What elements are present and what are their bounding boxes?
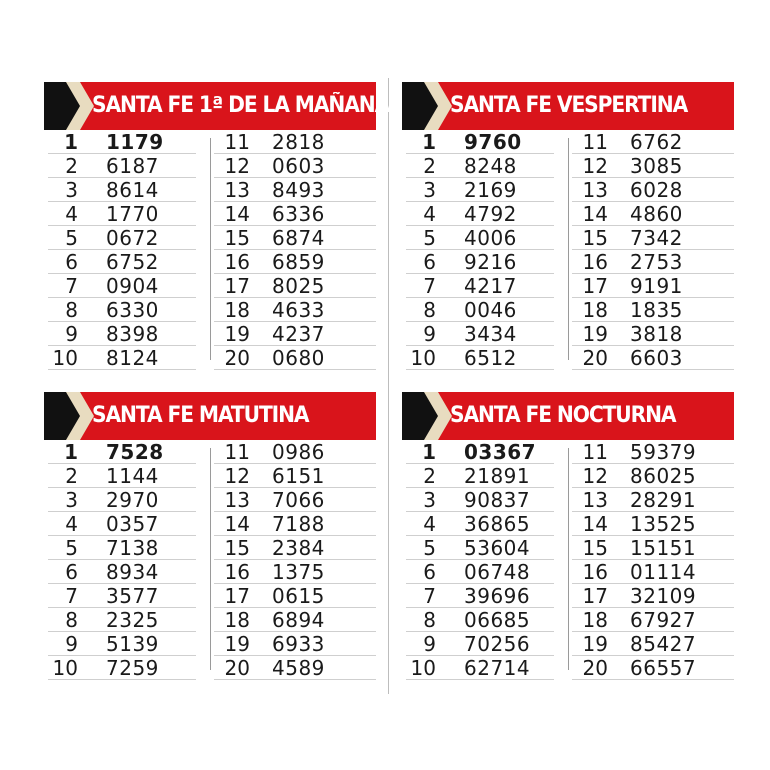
position-number: 11 bbox=[224, 130, 250, 154]
result-row bbox=[572, 536, 734, 560]
winning-number: 4589 bbox=[272, 656, 325, 680]
position-number: 5 bbox=[65, 536, 78, 560]
results-table bbox=[44, 130, 376, 370]
winning-number: 66557 bbox=[630, 656, 697, 680]
result-row bbox=[406, 464, 554, 488]
position-number: 2 bbox=[423, 154, 436, 178]
position-number: 10 bbox=[410, 656, 436, 680]
result-row bbox=[48, 440, 196, 464]
position-number: 3 bbox=[65, 178, 78, 202]
winning-number: 2818 bbox=[272, 130, 325, 154]
results-column-right bbox=[572, 130, 734, 370]
position-number: 20 bbox=[224, 656, 250, 680]
position-number: 18 bbox=[224, 298, 250, 322]
position-number: 17 bbox=[224, 584, 250, 608]
result-row bbox=[406, 154, 554, 178]
winning-number: 6330 bbox=[106, 298, 159, 322]
position-number: 17 bbox=[582, 274, 608, 298]
winning-number: 06685 bbox=[464, 608, 531, 632]
result-row bbox=[48, 250, 196, 274]
position-number: 17 bbox=[224, 274, 250, 298]
result-row bbox=[214, 656, 376, 680]
position-number: 12 bbox=[582, 464, 608, 488]
position-number: 4 bbox=[423, 202, 436, 226]
winning-number: 53604 bbox=[464, 536, 531, 560]
position-number: 20 bbox=[582, 656, 608, 680]
winning-number: 85427 bbox=[630, 632, 697, 656]
result-row bbox=[572, 322, 734, 346]
position-number: 5 bbox=[65, 226, 78, 250]
winning-number: 2325 bbox=[106, 608, 159, 632]
winning-number: 28291 bbox=[630, 488, 697, 512]
winning-number: 7259 bbox=[106, 656, 159, 680]
result-row bbox=[48, 656, 196, 680]
position-number: 8 bbox=[423, 608, 436, 632]
position-number: 19 bbox=[582, 632, 608, 656]
winning-number: 67927 bbox=[630, 608, 697, 632]
result-row bbox=[406, 346, 554, 370]
result-row bbox=[572, 608, 734, 632]
result-row bbox=[48, 512, 196, 536]
position-number: 7 bbox=[65, 584, 78, 608]
winning-number: 70256 bbox=[464, 632, 531, 656]
winning-number: 2753 bbox=[630, 250, 683, 274]
winning-number: 8025 bbox=[272, 274, 325, 298]
winning-number: 1375 bbox=[272, 560, 325, 584]
position-number: 6 bbox=[423, 560, 436, 584]
result-row bbox=[48, 464, 196, 488]
result-row bbox=[48, 274, 196, 298]
column-separator bbox=[568, 138, 569, 360]
result-row bbox=[406, 130, 554, 154]
winning-number: 4237 bbox=[272, 322, 325, 346]
winning-number: 3818 bbox=[630, 322, 683, 346]
winning-number: 06748 bbox=[464, 560, 531, 584]
result-row bbox=[214, 130, 376, 154]
position-number: 16 bbox=[224, 250, 250, 274]
center-divider bbox=[388, 78, 389, 694]
position-number: 2 bbox=[65, 154, 78, 178]
result-row bbox=[572, 440, 734, 464]
position-number: 19 bbox=[582, 322, 608, 346]
winning-number: 4217 bbox=[464, 274, 517, 298]
position-number: 6 bbox=[65, 560, 78, 584]
panel-title: SANTA FE VESPERTINA bbox=[450, 93, 688, 118]
position-number: 7 bbox=[65, 274, 78, 298]
result-row bbox=[406, 440, 554, 464]
panel-title: SANTA FE MATUTINA bbox=[92, 403, 309, 428]
position-number: 16 bbox=[582, 560, 608, 584]
winning-number: 8493 bbox=[272, 178, 325, 202]
position-number: 4 bbox=[423, 512, 436, 536]
position-number: 15 bbox=[582, 536, 608, 560]
result-row bbox=[48, 226, 196, 250]
winning-number: 0680 bbox=[272, 346, 325, 370]
winning-number: 6603 bbox=[630, 346, 683, 370]
results-column-left bbox=[48, 440, 196, 680]
position-number: 18 bbox=[582, 298, 608, 322]
position-number: 13 bbox=[582, 488, 608, 512]
winning-number: 36865 bbox=[464, 512, 531, 536]
winning-number: 6859 bbox=[272, 250, 325, 274]
result-row bbox=[406, 656, 554, 680]
position-number: 6 bbox=[423, 250, 436, 274]
winning-number: 5139 bbox=[106, 632, 159, 656]
winning-number: 4860 bbox=[630, 202, 683, 226]
result-row bbox=[572, 226, 734, 250]
position-number: 12 bbox=[224, 464, 250, 488]
winning-number: 6752 bbox=[106, 250, 159, 274]
position-number: 6 bbox=[65, 250, 78, 274]
panel-title: SANTA FE 1ª DE LA MAÑANA bbox=[92, 93, 390, 118]
position-number: 15 bbox=[582, 226, 608, 250]
position-number: 9 bbox=[423, 632, 436, 656]
result-row bbox=[572, 584, 734, 608]
winning-number: 3577 bbox=[106, 584, 159, 608]
result-row bbox=[48, 632, 196, 656]
result-row bbox=[214, 178, 376, 202]
panel-santa-fe-nocturna bbox=[402, 392, 734, 680]
winning-number: 59379 bbox=[630, 440, 697, 464]
result-row bbox=[214, 536, 376, 560]
winning-number: 0672 bbox=[106, 226, 159, 250]
result-row bbox=[406, 488, 554, 512]
position-number: 4 bbox=[65, 202, 78, 226]
position-number: 2 bbox=[423, 464, 436, 488]
result-row bbox=[406, 608, 554, 632]
result-row bbox=[214, 154, 376, 178]
position-number: 10 bbox=[52, 346, 78, 370]
winning-number: 1835 bbox=[630, 298, 683, 322]
result-row bbox=[48, 178, 196, 202]
winning-number: 7342 bbox=[630, 226, 683, 250]
position-number: 18 bbox=[224, 608, 250, 632]
winning-number: 9191 bbox=[630, 274, 683, 298]
result-row bbox=[406, 632, 554, 656]
result-row bbox=[48, 346, 196, 370]
result-row bbox=[406, 298, 554, 322]
position-number: 3 bbox=[65, 488, 78, 512]
winning-number: 2970 bbox=[106, 488, 159, 512]
position-number: 8 bbox=[65, 608, 78, 632]
winning-number: 7528 bbox=[106, 440, 164, 464]
winning-number: 6028 bbox=[630, 178, 683, 202]
position-number: 13 bbox=[582, 178, 608, 202]
result-row bbox=[214, 608, 376, 632]
results-column-left bbox=[406, 130, 554, 370]
result-row bbox=[214, 512, 376, 536]
position-number: 10 bbox=[52, 656, 78, 680]
winning-number: 90837 bbox=[464, 488, 531, 512]
winning-number: 2169 bbox=[464, 178, 517, 202]
result-row bbox=[214, 488, 376, 512]
position-number: 14 bbox=[224, 512, 250, 536]
result-row bbox=[214, 560, 376, 584]
winning-number: 15151 bbox=[630, 536, 697, 560]
winning-number: 03367 bbox=[464, 440, 537, 464]
position-number: 12 bbox=[582, 154, 608, 178]
position-number: 1 bbox=[422, 440, 436, 464]
winning-number: 8124 bbox=[106, 346, 159, 370]
result-row bbox=[406, 178, 554, 202]
result-row bbox=[48, 298, 196, 322]
result-row bbox=[406, 512, 554, 536]
position-number: 7 bbox=[423, 584, 436, 608]
column-separator bbox=[210, 138, 211, 360]
result-row bbox=[572, 512, 734, 536]
position-number: 13 bbox=[224, 178, 250, 202]
winning-number: 4006 bbox=[464, 226, 517, 250]
position-number: 3 bbox=[423, 178, 436, 202]
position-number: 15 bbox=[224, 536, 250, 560]
result-row bbox=[48, 584, 196, 608]
column-separator bbox=[568, 448, 569, 670]
winning-number: 39696 bbox=[464, 584, 531, 608]
winning-number: 1144 bbox=[106, 464, 159, 488]
winning-number: 3434 bbox=[464, 322, 517, 346]
result-row bbox=[214, 226, 376, 250]
result-row bbox=[572, 656, 734, 680]
winning-number: 8398 bbox=[106, 322, 159, 346]
result-row bbox=[572, 632, 734, 656]
position-number: 1 bbox=[64, 130, 78, 154]
position-number: 14 bbox=[224, 202, 250, 226]
result-row bbox=[572, 202, 734, 226]
position-number: 5 bbox=[423, 536, 436, 560]
winning-number: 0603 bbox=[272, 154, 325, 178]
position-number: 8 bbox=[423, 298, 436, 322]
winning-number: 86025 bbox=[630, 464, 697, 488]
winning-number: 32109 bbox=[630, 584, 697, 608]
winning-number: 6336 bbox=[272, 202, 325, 226]
position-number: 9 bbox=[65, 632, 78, 656]
position-number: 16 bbox=[582, 250, 608, 274]
result-row bbox=[406, 584, 554, 608]
winning-number: 6933 bbox=[272, 632, 325, 656]
position-number: 18 bbox=[582, 608, 608, 632]
result-row bbox=[572, 178, 734, 202]
position-number: 16 bbox=[224, 560, 250, 584]
panel-header bbox=[402, 82, 734, 130]
position-number: 9 bbox=[423, 322, 436, 346]
winning-number: 8248 bbox=[464, 154, 517, 178]
position-number: 20 bbox=[582, 346, 608, 370]
results-table bbox=[44, 440, 376, 680]
result-row bbox=[572, 274, 734, 298]
position-number: 20 bbox=[224, 346, 250, 370]
position-number: 2 bbox=[65, 464, 78, 488]
results-column-right bbox=[214, 130, 376, 370]
position-number: 11 bbox=[224, 440, 250, 464]
result-row bbox=[406, 202, 554, 226]
winning-number: 6151 bbox=[272, 464, 325, 488]
winning-number: 7066 bbox=[272, 488, 325, 512]
winning-number: 9216 bbox=[464, 250, 517, 274]
position-number: 11 bbox=[582, 130, 608, 154]
position-number: 7 bbox=[423, 274, 436, 298]
position-number: 19 bbox=[224, 632, 250, 656]
position-number: 14 bbox=[582, 202, 608, 226]
winning-number: 4792 bbox=[464, 202, 517, 226]
result-row bbox=[48, 202, 196, 226]
result-row bbox=[572, 298, 734, 322]
column-separator bbox=[210, 448, 211, 670]
panel-santa-fe-vespertina bbox=[402, 82, 734, 370]
result-row bbox=[406, 274, 554, 298]
position-number: 8 bbox=[65, 298, 78, 322]
results-table bbox=[402, 440, 734, 680]
position-number: 14 bbox=[582, 512, 608, 536]
result-row bbox=[48, 488, 196, 512]
result-row bbox=[406, 250, 554, 274]
winning-number: 0046 bbox=[464, 298, 517, 322]
results-table bbox=[402, 130, 734, 370]
result-row bbox=[214, 346, 376, 370]
winning-number: 6874 bbox=[272, 226, 325, 250]
result-row bbox=[214, 464, 376, 488]
winning-number: 9760 bbox=[464, 130, 522, 154]
result-row bbox=[572, 346, 734, 370]
result-row bbox=[214, 440, 376, 464]
position-number: 4 bbox=[65, 512, 78, 536]
result-row bbox=[406, 322, 554, 346]
winning-number: 6187 bbox=[106, 154, 159, 178]
panel-santa-fe-primera-manana bbox=[44, 82, 390, 370]
winning-number: 6512 bbox=[464, 346, 517, 370]
winning-number: 3085 bbox=[630, 154, 683, 178]
result-row bbox=[48, 608, 196, 632]
result-row bbox=[214, 250, 376, 274]
results-column-left bbox=[406, 440, 554, 680]
winning-number: 0904 bbox=[106, 274, 159, 298]
result-row bbox=[48, 322, 196, 346]
winning-number: 7188 bbox=[272, 512, 325, 536]
panel-santa-fe-matutina bbox=[44, 392, 376, 680]
panel-header bbox=[402, 392, 734, 440]
position-number: 15 bbox=[224, 226, 250, 250]
position-number: 1 bbox=[422, 130, 436, 154]
winning-number: 0986 bbox=[272, 440, 325, 464]
winning-number: 2384 bbox=[272, 536, 325, 560]
result-row bbox=[572, 464, 734, 488]
position-number: 5 bbox=[423, 226, 436, 250]
position-number: 1 bbox=[64, 440, 78, 464]
result-row bbox=[572, 488, 734, 512]
winning-number: 6894 bbox=[272, 608, 325, 632]
result-row bbox=[572, 154, 734, 178]
winning-number: 7138 bbox=[106, 536, 159, 560]
panel-header bbox=[44, 82, 390, 130]
result-row bbox=[572, 250, 734, 274]
winning-number: 13525 bbox=[630, 512, 697, 536]
position-number: 10 bbox=[410, 346, 436, 370]
winning-number: 0615 bbox=[272, 584, 325, 608]
winning-number: 1770 bbox=[106, 202, 159, 226]
result-row bbox=[214, 632, 376, 656]
position-number: 11 bbox=[582, 440, 608, 464]
winning-number: 8934 bbox=[106, 560, 159, 584]
result-row bbox=[48, 536, 196, 560]
winning-number: 01114 bbox=[630, 560, 697, 584]
position-number: 17 bbox=[582, 584, 608, 608]
position-number: 3 bbox=[423, 488, 436, 512]
results-column-right bbox=[572, 440, 734, 680]
winning-number: 8614 bbox=[106, 178, 159, 202]
results-column-right bbox=[214, 440, 376, 680]
position-number: 9 bbox=[65, 322, 78, 346]
winning-number: 62714 bbox=[464, 656, 531, 680]
result-row bbox=[48, 560, 196, 584]
result-row bbox=[48, 130, 196, 154]
position-number: 19 bbox=[224, 322, 250, 346]
position-number: 12 bbox=[224, 154, 250, 178]
result-row bbox=[572, 130, 734, 154]
result-row bbox=[406, 226, 554, 250]
result-row bbox=[214, 322, 376, 346]
winning-number: 1179 bbox=[106, 130, 164, 154]
position-number: 13 bbox=[224, 488, 250, 512]
winning-number: 21891 bbox=[464, 464, 531, 488]
panel-title: SANTA FE NOCTURNA bbox=[450, 403, 676, 428]
result-row bbox=[214, 274, 376, 298]
results-column-left bbox=[48, 130, 196, 370]
result-row bbox=[214, 202, 376, 226]
panel-header bbox=[44, 392, 376, 440]
winning-number: 0357 bbox=[106, 512, 159, 536]
result-row bbox=[48, 154, 196, 178]
result-row bbox=[214, 584, 376, 608]
result-row bbox=[572, 560, 734, 584]
result-row bbox=[406, 536, 554, 560]
winning-number: 4633 bbox=[272, 298, 325, 322]
winning-number: 6762 bbox=[630, 130, 683, 154]
result-row bbox=[214, 298, 376, 322]
result-row bbox=[406, 560, 554, 584]
